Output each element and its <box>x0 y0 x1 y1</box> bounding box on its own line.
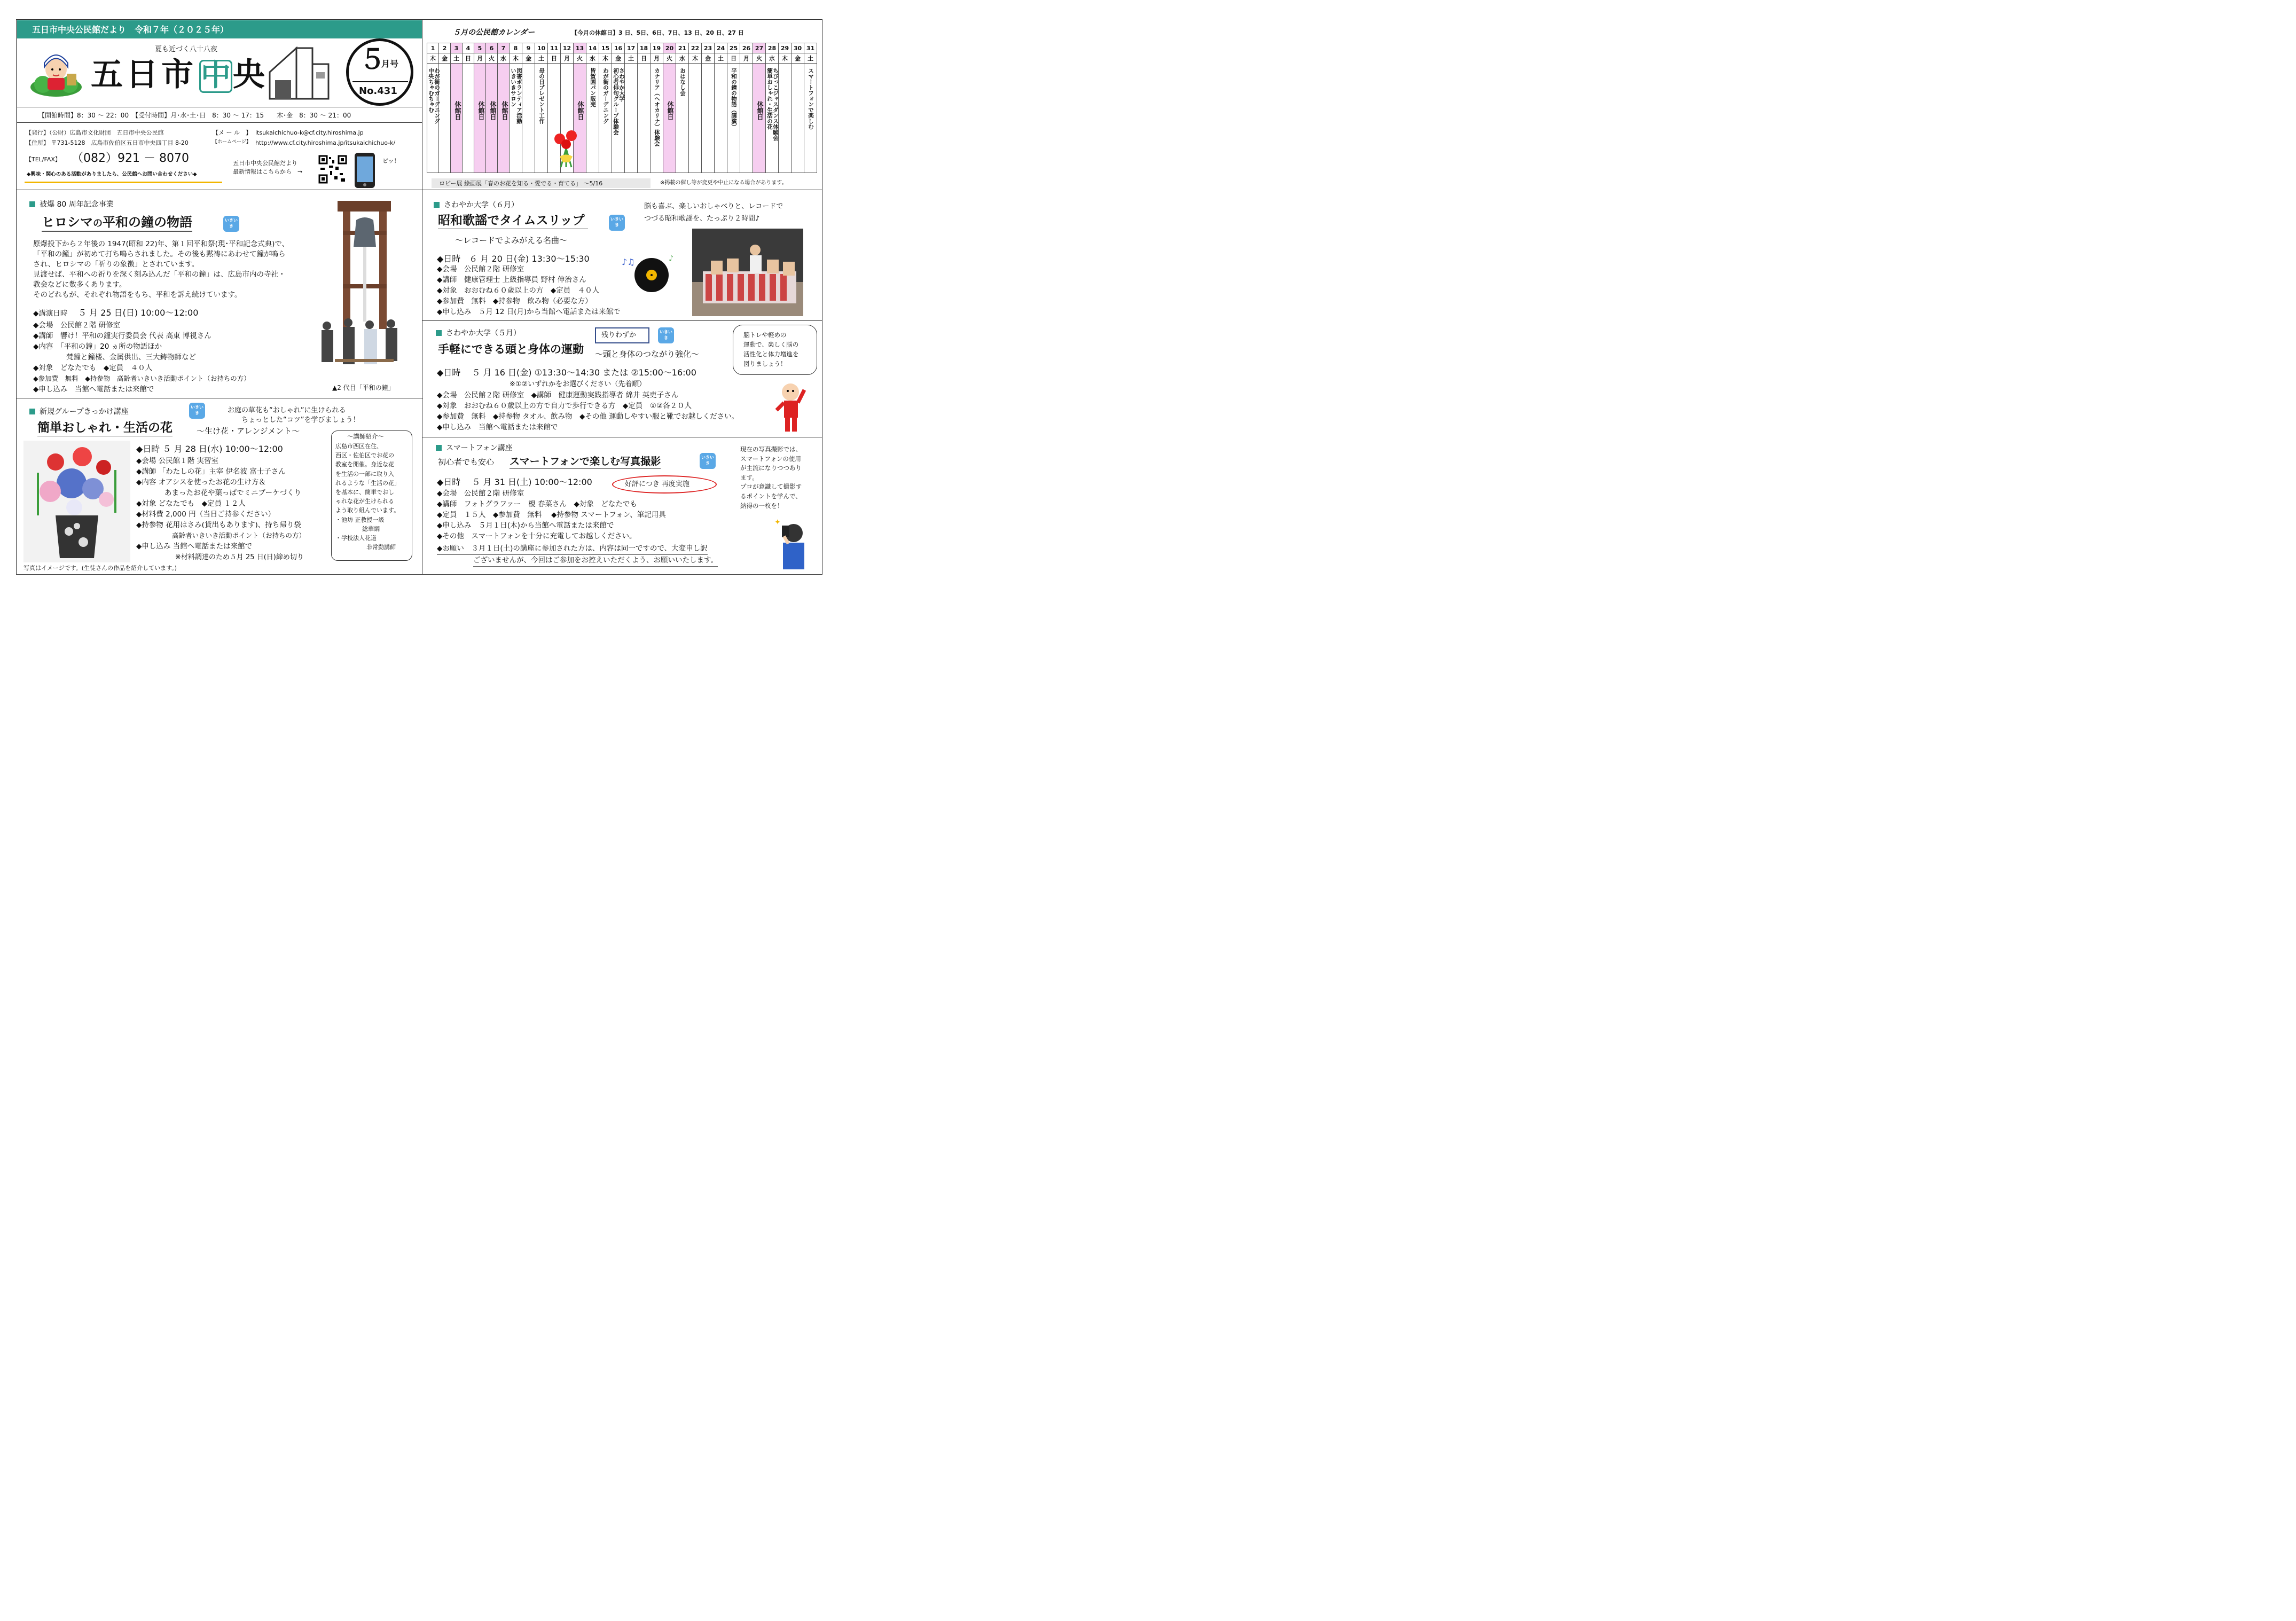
calendar-day: 14 <box>586 43 599 53</box>
mail-label: 【メ ー ル 】 <box>213 129 252 136</box>
calendar-day: 2 <box>439 43 451 53</box>
mascot-illustration <box>29 47 83 98</box>
text-line: 現在の写真撮影では、 <box>740 445 802 453</box>
calendar-weekday: 金 <box>792 53 804 64</box>
exercise-man-illustration <box>770 378 813 434</box>
flower-subtitle: ～生け花・アレンジメント～ <box>197 426 300 436</box>
flower-title: 簡単おしゃれ・生活の花 <box>37 422 173 436</box>
inquiry-note: ◆興味・関心のある活動がありましたら、公民館へお問い合わせください◆ <box>27 171 197 177</box>
showa-catch-1: 脳も喜ぶ、楽しいおしゃべりと、レコードで <box>644 202 783 210</box>
ikiiki-icon: いきいき <box>609 215 625 231</box>
showa-photo <box>692 229 803 316</box>
homepage-url[interactable]: http://www.cf.city.hiroshima.jp/itsukaichichuo-k/ <box>255 139 396 146</box>
flower-date: ◆日時 ５ 月 28 日(水) 10:00～12:00 <box>136 444 283 454</box>
calendar-event-cell <box>651 64 663 173</box>
flower-material: ◆材料費 2,000 円（当日ご持参ください） <box>136 510 276 519</box>
calendar-day: 7 <box>498 43 510 53</box>
photographer-illustration <box>772 517 815 570</box>
text-line: 総華綱 <box>362 525 380 532</box>
calendar-event-cell <box>625 64 638 173</box>
issue-number: No.431 <box>359 85 397 97</box>
header-title-left: 五日市 <box>91 56 197 93</box>
closed-label: 休館日 <box>756 101 764 120</box>
calendar-event-cell <box>676 64 689 173</box>
calendar-day: 21 <box>676 43 689 53</box>
calendar-event-row <box>427 64 817 173</box>
peace-para-1: 原爆投下から２年後の 1947(昭和 22)年、第１回平和祭(現･平和記念式典)で、 <box>33 240 289 248</box>
calendar-weekday: 日 <box>463 53 474 64</box>
calendar-event: 皆賀園パン販売 <box>590 68 597 107</box>
text-line: るポイントを学んで、 <box>740 492 802 500</box>
calendar-weekday: 火 <box>663 53 676 64</box>
qr-note-1: 五日市中央公民館だより <box>233 160 297 167</box>
calendar-day: 1 <box>427 43 439 53</box>
calendar-closed-days: 【今月の休館日】3 日、5日、6日、7日、13 日、20 日、27 日 <box>571 29 744 36</box>
calendar-notice: ※掲載の催し等が変更や中止になる場合があります。 <box>660 180 787 186</box>
calendar-weekday: 水 <box>766 53 779 64</box>
peace-venue: ◆会場 公民館２階 研修室 <box>33 321 121 330</box>
calendar-event-cell <box>715 64 727 173</box>
calendar-event-cell <box>804 64 817 173</box>
calendar-event-cell <box>586 64 599 173</box>
text-line: 脳トレや軽めの <box>743 331 787 339</box>
calendar-weekday: 水 <box>676 53 689 64</box>
peace-fee: ◆参加費 無料 ◆持参物 高齢者いきいき活動ポイント（お持ちの方） <box>33 374 250 382</box>
inquiry-underline <box>25 182 222 183</box>
calendar-day: 6 <box>486 43 498 53</box>
phone-other: ◆その他 スマートフォンを十分に充電してお越しください。 <box>437 532 637 541</box>
brain-fee: ◆参加費 無料 ◆持参物 タオル、飲み物 ◆その他 運動しやすい服と靴でお越しください。 <box>437 412 739 421</box>
pip-text: ピッ！ <box>382 158 400 165</box>
ikiiki-icon: いきいき <box>700 453 716 469</box>
calendar-weekday: 日 <box>727 53 740 64</box>
calendar-event-cell <box>474 64 486 173</box>
calendar-event-cell <box>689 64 702 173</box>
calendar-day: 3 <box>451 43 463 53</box>
flower-lecturer: ◆講師 「わたしの花」主宰 伊名波 富士子さん <box>136 467 286 476</box>
text-line: 活性化と体力増進を <box>743 350 799 358</box>
calendar-event: 母の日プレゼント工作 <box>538 68 545 124</box>
calendar-event: おはなし会 <box>679 68 686 96</box>
showa-fee: ◆参加費 無料 ◆持参物 飲み物（必要な方） <box>437 297 592 306</box>
homepage-label: 【ホームページ】 <box>213 139 251 145</box>
showa-lecturer: ◆講師 健康管理士 上級指導員 野村 伸治さん <box>437 276 586 284</box>
calendar-day: 25 <box>727 43 740 53</box>
flower-content-1: ◆内容 オアシスを使ったお花の生け方＆ <box>136 478 266 487</box>
peace-content-1: ◆内容 「平和の鐘」20 ヵ所の物語ほか <box>33 342 162 351</box>
calendar-day: 27 <box>753 43 766 53</box>
text-line: よう取り組んでいます。 <box>335 507 400 514</box>
peace-apply: ◆申し込み 当館へ電話または来館で <box>33 385 154 394</box>
calendar-event-cell <box>510 64 522 173</box>
calendar-weekday: 火 <box>574 53 586 64</box>
record-icon <box>620 251 678 294</box>
ikiiki-icon: いきいき <box>223 216 239 232</box>
text-line: 教室を開催。身近な花 <box>335 461 394 468</box>
mail-address[interactable]: itsukaichichuo-k@cf.city.hiroshima.jp <box>255 129 364 136</box>
calendar-event: わが街のガーデニング <box>602 68 609 124</box>
calendar-day: 31 <box>804 43 817 53</box>
text-line: を生活の一部に取り入 <box>335 470 394 477</box>
phone-date: ◆日時 ５ 月 31 日(土) 10:00～12:00 <box>437 477 592 487</box>
calendar-event: いきいきサロン <box>510 68 517 107</box>
peace-title: ヒロシマの平和の鐘の物語 <box>42 216 192 232</box>
calendar-event: ちびっこジャスダンス体験会 <box>772 68 779 141</box>
phone-capacity: ◆定員 １５人 ◆参加費 無料 ◆持参物 スマートフォン、筆記用具 <box>437 511 666 519</box>
showa-target: ◆対象 おおむね６０歳以上の方 ◆定員 ４０人 <box>437 286 600 295</box>
flower-deadline: ※材料調達のため５月 25 日(日)締め切り <box>175 553 304 561</box>
calendar-weekday: 火 <box>486 53 498 64</box>
flower-venue: ◆会場 公民館１階 実習室 <box>136 457 218 465</box>
ikiiki-icon: いきいき <box>189 403 205 419</box>
flower-photo <box>23 441 130 562</box>
text-line: 西区・佐伯区でお花の <box>335 452 394 459</box>
text-line: 図りましょう！ <box>743 360 787 367</box>
showa-venue: ◆会場 公民館２階 研修室 <box>437 265 524 273</box>
phone-venue: ◆会場 公民館２階 研修室 <box>437 489 524 498</box>
calendar-day: 20 <box>663 43 676 53</box>
flower-content-2: あまったお花や葉っぱでミニブーケづくり <box>164 489 302 497</box>
peace-para-5: 教会などに数多くあります。 <box>33 280 127 289</box>
calendar-day: 8 <box>510 43 522 53</box>
calendar-weekday: 木 <box>510 53 522 64</box>
calendar-weekday: 土 <box>535 53 548 64</box>
calendar-day: 4 <box>463 43 474 53</box>
calendar-event: わが街のガーデニング <box>434 68 441 124</box>
calendar-day: 9 <box>522 43 535 53</box>
flower-category: 新規グループきっかけ講座 <box>29 408 129 416</box>
calendar-event: スマートフォンで楽しむ <box>808 68 814 130</box>
brain-apply: ◆申し込み 当館へ電話または来館で <box>437 423 558 432</box>
text-line: ・池坊 正教授一級 <box>335 516 385 523</box>
calendar-event-cell <box>638 64 651 173</box>
qr-code-icon[interactable] <box>318 155 347 184</box>
peace-date-label: ◆講演日時 <box>33 309 68 318</box>
peace-para-2: 「平和の鐘」が初めて打ち鳴らされました。その後も黙祷にあわせて鐘が鳴ら <box>33 250 286 259</box>
flower-bring-1: ◆持参物 花用はさみ(貸出もあります)、持ち帰り袋 <box>136 521 301 529</box>
calendar-day: 16 <box>612 43 625 53</box>
phone-category: スマートフォン講座 <box>436 444 513 452</box>
ikiiki-icon: いきいき <box>658 327 674 343</box>
calendar-weekday: 火 <box>753 53 766 64</box>
text-line: ます。 <box>740 473 758 481</box>
calendar-day: 24 <box>715 43 727 53</box>
calendar-weekday: 日 <box>548 53 561 64</box>
header-subtitle: 夏も近づく八十八夜 <box>155 45 218 53</box>
calendar-event-cell <box>463 64 474 173</box>
calendar-day: 30 <box>792 43 804 53</box>
closed-label: 休館日 <box>489 101 497 120</box>
text-line: が主流になりつつあり <box>740 464 802 472</box>
calendar-event-cell <box>535 64 548 173</box>
calendar-weekday-row <box>427 53 817 64</box>
flower-bring-2: 高齢者いきいき活動ポイント（お持ちの方） <box>172 531 306 539</box>
tel-label: 【TEL/FAX】 <box>26 156 61 163</box>
popular-badge: 好評につき 再度実施 <box>625 480 689 488</box>
closed-label: 休館日 <box>577 101 584 120</box>
qr-note-2: 最新情報はこちらから → <box>233 168 303 175</box>
calendar-event-cell <box>779 64 792 173</box>
phone-apply: ◆申し込み ５月１日(木)から当館へ電話または来館で <box>437 521 614 530</box>
calendar-day: 12 <box>561 43 574 53</box>
calendar-event-cell <box>427 64 439 173</box>
calendar-weekday: 月 <box>651 53 663 64</box>
calendar-event: 初心者俳句グループ体験会 <box>613 68 620 135</box>
calendar-event-cell <box>740 64 753 173</box>
address: 【住所】 〒731-5128 広島市佐伯区五日市中央四丁目 8-20 <box>26 139 189 146</box>
svg-text:♪: ♪ <box>669 254 673 263</box>
peace-target: ◆対象 どなたでも ◆定員 ４０人 <box>33 364 153 372</box>
calendar-day: 15 <box>599 43 612 53</box>
calendar-event-cell <box>766 64 779 173</box>
calendar-day: 13 <box>574 43 586 53</box>
peace-category: 被爆 80 周年記念事業 <box>29 201 114 208</box>
peace-para-4: 見渡せば、平和への祈りを深く刻み込んだ「平和の鐘」は、広島市内の寺社・ <box>33 270 286 279</box>
remaining-badge: 残りわずか <box>601 331 637 339</box>
calendar-day: 5 <box>474 43 486 53</box>
calendar-event: カナリア（ヘオカリナ）体験会 <box>654 68 661 146</box>
calendar-event-cell <box>663 64 676 173</box>
calendar-event-cell <box>451 64 463 173</box>
publisher: 【発行】（公財）広島市文化財団 五日市中央公民館 <box>26 129 164 136</box>
calendar-event-cell <box>439 64 451 173</box>
building-illustration <box>267 43 331 101</box>
calendar-day: 23 <box>702 43 715 53</box>
text-line: 納得の一枚を！ <box>740 502 783 510</box>
calendar-title: ５月の公民館カレンダー <box>453 28 535 37</box>
calendar-event-cell <box>792 64 804 173</box>
calendar-weekday: 金 <box>612 53 625 64</box>
issue-divider <box>352 81 408 82</box>
text-line: れるような「生活の花」 <box>335 479 400 487</box>
issue-month: ５ <box>359 44 386 75</box>
header-band-text: 五日市中央公民館だより 令和７年（２０２５年） <box>32 25 229 35</box>
tel-number[interactable]: （082）921 － 8070 <box>72 152 189 165</box>
calendar-table <box>427 43 817 173</box>
brain-title: 手軽にできる頭と身体の運動 <box>438 343 584 356</box>
calendar-event: 図書ボランティア活動 <box>516 68 523 124</box>
calendar-weekday: 金 <box>522 53 535 64</box>
calendar-weekday: 水 <box>498 53 510 64</box>
phone-request-2: ございませんが、今回はご参加をお控えいただくよう、お願いいたします。 <box>473 557 718 567</box>
closed-label: 休館日 <box>454 101 461 120</box>
flower-catch-1: お庭の草花も“おしゃれ”に生けられる <box>228 406 346 414</box>
phone-title-pre: 初心者でも安心 <box>438 457 495 467</box>
calendar-event-cell <box>599 64 612 173</box>
calendar-day: 26 <box>740 43 753 53</box>
showa-subtitle: ～レコードでよみがえる名曲～ <box>455 236 568 245</box>
showa-date: ◆日時 ６ 月 20 日(金) 13:30～15:30 <box>437 254 590 264</box>
svg-text:♪♫: ♪♫ <box>622 257 635 267</box>
text-line: スマートフォンの使用 <box>740 455 801 463</box>
text-line: 非常勤講師 <box>366 544 396 551</box>
phone-lecturer: ◆講師 フォトグラファー 榎 春菜さん ◆対象 どなたでも <box>437 500 637 508</box>
phone-request-1: ◆お願い ３月１日(土)の講座に参加された方は、内容は同一ですので、大変申し訳 <box>437 545 708 555</box>
closed-label: 休館日 <box>477 101 485 120</box>
calendar-event: 平和の鐘の物語（講演） <box>731 68 738 130</box>
text-line: 広島市西区在住、 <box>335 443 382 450</box>
header-title-right: 央 <box>233 56 265 93</box>
calendar-weekday: 土 <box>451 53 463 64</box>
text-line: を基本に、簡単でおし <box>335 489 394 496</box>
calendar-event-cell <box>498 64 510 173</box>
peace-lecturer: ◆講師 響け！平和の鐘実行委員会 代表 高東 博視さん <box>33 332 211 340</box>
peace-bell-photo <box>305 199 418 383</box>
calendar-day: 19 <box>651 43 663 53</box>
calendar-day: 17 <box>625 43 638 53</box>
calendar-event: さわやか大学 <box>618 68 625 101</box>
flower-apply: ◆申し込み 当館へ電話または来館で <box>136 542 253 551</box>
peace-para-3: され、ヒロシマの「祈りの象徴」とされています。 <box>33 260 199 269</box>
brain-venue: ◆会場 公民館２階 研修室 ◆講師 健康運動実践指導者 綿井 英吏子さん <box>437 391 679 400</box>
brain-date: ◆日時 ５ 月 16 日(金) ①13:30～14:30 または ②15:00～16:00 <box>437 367 696 378</box>
lobby-exhibit: ロビー展 絵画展「春のお花を知る・愛でる・育てる」 ～5/16 <box>439 180 603 187</box>
opening-hours: 【開館時間】8：30 ～ 22：00 【受付時間】月･水･土･日 8：30 ～ 17：15 木･金 8：30 ～ 21：00 <box>38 112 351 119</box>
brain-subtitle: ～頭と身体のつながり強化～ <box>595 349 700 359</box>
calendar-day: 29 <box>779 43 792 53</box>
calendar-event-cell <box>753 64 766 173</box>
calendar-event: 簡単おしゃれ・生活の花 <box>766 68 773 130</box>
flower-catch-2: ちょっとした“コツ”を学びましょう！ <box>241 416 360 424</box>
calendar-event-cell <box>727 64 740 173</box>
text-line: ・学校法人花道 <box>335 535 377 542</box>
brain-category: さわやか大学（５月） <box>436 330 521 337</box>
text-line: プロが意識して撮影す <box>740 483 802 491</box>
lecturer-intro-title: ～講師紹介～ <box>347 433 384 440</box>
issue-suffix: 月号 <box>381 59 399 69</box>
svg-text:✦: ✦ <box>774 518 781 527</box>
right-mid-divider-1 <box>422 320 822 321</box>
calendar-weekday: 木 <box>599 53 612 64</box>
text-line: ゃれな花が生けられる <box>335 498 394 505</box>
calendar-day: 10 <box>535 43 548 53</box>
brain-note: ※①②いずれかをお選びください（先着順） <box>510 380 646 388</box>
phone-title: スマートフォンで楽しむ写真撮影 <box>510 457 661 469</box>
text-line: 運動で、楽しく脳の <box>743 341 799 348</box>
calendar-weekday: 土 <box>715 53 727 64</box>
calendar-event: 中央ちゃむちゃむ <box>428 68 435 113</box>
peace-para-6: そのどれもが、それぞれ物語をもち、平和を訴え続けています。 <box>33 291 242 299</box>
calendar-weekday: 金 <box>439 53 451 64</box>
calendar-weekday: 土 <box>804 53 817 64</box>
showa-category: さわやか大学（６月） <box>434 201 519 209</box>
peace-photo-caption: ▲2 代目「平和の鐘」 <box>332 384 395 391</box>
smartphone-icon <box>354 152 376 189</box>
calendar-event-cell <box>612 64 625 173</box>
calendar-event-cell <box>486 64 498 173</box>
calendar-day: 18 <box>638 43 651 53</box>
closed-label: 休館日 <box>667 101 674 120</box>
brain-target: ◆対象 おおむね６０歳以上の方で自力で歩行できる方 ◆定員 ①②各２０人 <box>437 402 692 410</box>
calendar-event-cell <box>522 64 535 173</box>
calendar-weekday: 月 <box>474 53 486 64</box>
calendar-weekday: 日 <box>638 53 651 64</box>
calendar-day: 22 <box>689 43 702 53</box>
flower-photo-note: 写真はイメージです。(生徒さんの作品を紹介しています。) <box>23 565 177 571</box>
calendar-day-row <box>427 43 817 53</box>
calendar-day: 28 <box>766 43 779 53</box>
showa-apply: ◆申し込み ５月 12 日(月)から当館へ電話または来館で <box>437 308 621 316</box>
closed-label: 休館日 <box>501 101 508 120</box>
showa-title: 昭和歌謡でタイムスリップ <box>438 215 588 229</box>
calendar-day: 11 <box>548 43 561 53</box>
calendar-weekday: 木 <box>689 53 702 64</box>
calendar-weekday: 月 <box>740 53 753 64</box>
showa-catch-2: つづる昭和歌謡を、たっぷり２時間♪ <box>644 215 760 223</box>
header-title-mid: 中 <box>201 58 231 93</box>
calendar-weekday: 土 <box>625 53 638 64</box>
flower-target: ◆対象 どなたでも ◆定員 １２人 <box>136 499 246 508</box>
calendar-weekday: 木 <box>427 53 439 64</box>
peace-date: ５ 月 25 日(日) 10:00～12:00 <box>78 308 199 318</box>
peace-content-2: 梵鐘と鐘楼、金属供出、三大鋳物師など <box>66 353 196 362</box>
calendar-weekday: 月 <box>561 53 574 64</box>
carnation-illustration <box>550 127 582 170</box>
calendar-weekday: 水 <box>586 53 599 64</box>
calendar-weekday: 金 <box>702 53 715 64</box>
calendar-weekday: 木 <box>779 53 792 64</box>
calendar-event-cell <box>702 64 715 173</box>
